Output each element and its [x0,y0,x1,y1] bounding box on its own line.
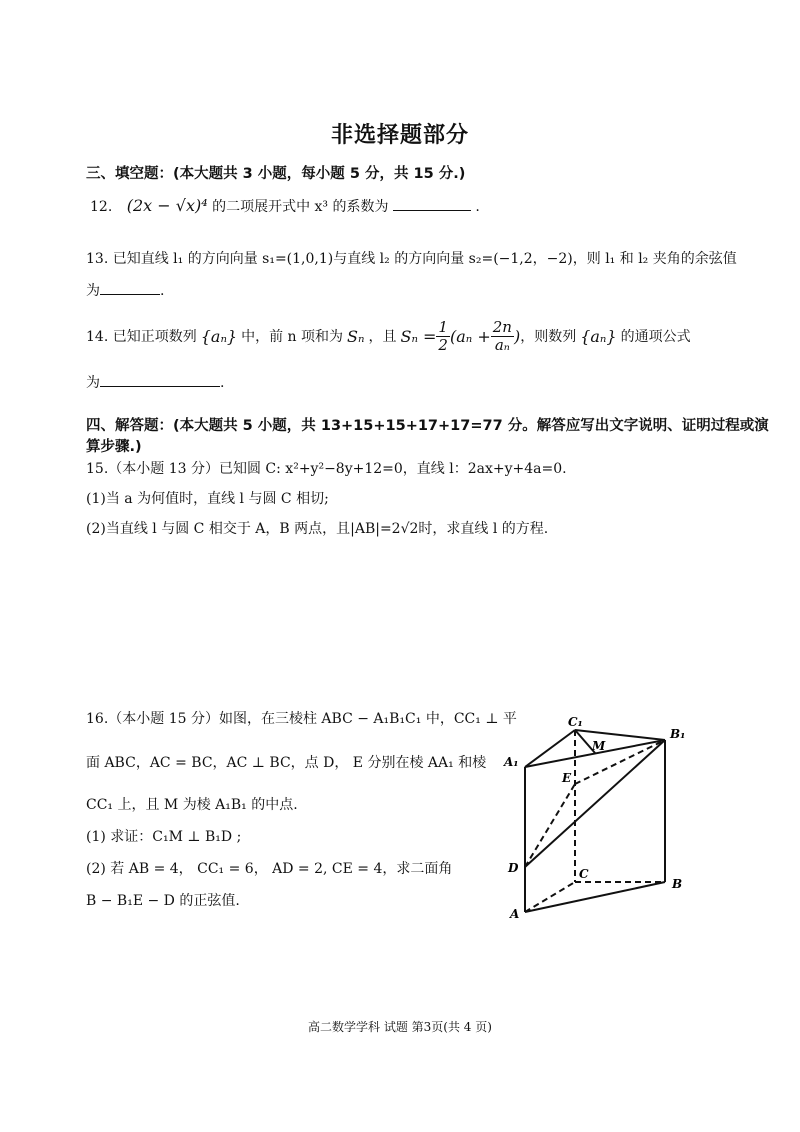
label-a1: A₁ [504,755,519,769]
segment-d-e-hidden [525,784,575,867]
section4-heading-line1: 四、解答题：(本大题共 5 小题，共 13+15+15+17+17=77 分。解答应写出文字说明、证明过程或演 [86,418,769,434]
q14-fraction-2n [491,317,514,354]
label-d: D [508,861,519,875]
prism-figure [500,712,700,922]
q14-text-a: 14. 已知正项数列 [86,329,197,345]
q12-answer-blank[interactable] [393,198,471,211]
q12-number: 12. [90,199,113,215]
label-b1: B₁ [670,727,686,741]
q14-frac1-num: 1 [438,317,448,336]
q14-answer-blank[interactable] [100,374,220,387]
q12-end: . [475,199,480,215]
q14-formula-mid: (aₙ + [449,326,491,346]
label-a: A [510,907,520,921]
q14-line2 [86,372,224,392]
q13-line2 [86,280,164,300]
q14-text-e: 的通项公式 [620,329,691,345]
edge-a-b [525,882,665,912]
page-title: 非选择题部分 [330,123,469,148]
label-e: E [562,771,572,785]
q16-line3: CC₁ 上，且 M 为棱 A₁B₁ 的中点. [86,797,298,813]
q14-sequence-2: {aₙ} [580,326,617,346]
segment-b1-d [525,740,665,867]
q14-text-b: 中，前 n 项和为 [241,329,344,345]
edge-c1-b1 [575,730,665,740]
q13-line1: 13. 已知直线 l₁ 的方向向量 s₁=(1,0,1)与直线 l₂ 的方向向量 s₂=(−1,2，−2)，则 l₁ 和 l₂ 夹角的余弦值 [86,251,737,267]
label-m: M [592,739,606,753]
q14-end: . [220,375,225,391]
question-12 [90,196,480,216]
q13-answer-blank[interactable] [100,282,160,295]
q15-part2: (2)当直线 l 与圆 C 相交于 A，B 两点，且|AB|=2√2时，求直线 l 的方程. [86,521,549,537]
q14-fraction-half [436,317,450,354]
q14-sn: Sₙ [347,326,365,346]
q14-frac1-den: 2 [438,335,448,354]
q12-expression: (2x − √x)⁴ [126,196,208,215]
q14-text-c: ，且 [368,329,397,345]
q14-formula-end: ) [513,326,521,346]
q15-intro: 15.（本小题 13 分）已知圆 C: x²+y²−8y+12=0，直线 l：2ax+y+4a=0. [86,461,567,477]
label-c: C [579,867,589,881]
q14-sequence: {aₙ} [200,326,238,346]
q14-frac2-den: aₙ [494,335,510,354]
q13-prefix: 为 [86,283,100,299]
label-c1: C₁ [568,715,583,729]
page-footer: 高二数学学科 试题 第3页(共 4 页) [308,1020,492,1034]
q14-line1 [86,318,691,354]
q14-frac2-num: 2n [492,317,512,336]
q12-text: 的二项展开式中 x³ 的系数为 [212,199,389,215]
label-b: B [672,877,683,891]
q16-part2b: B − B₁E − D 的正弦值. [86,893,240,909]
q13-end: . [160,283,165,299]
q15-part1: (1)当 a 为何值时，直线 l 与圆 C 相切; [86,491,329,507]
section3-heading: 三、填空题：(本大题共 3 小题，每小题 5 分，共 15 分.) [86,166,466,182]
q16-line1: 16.（本小题 15 分）如图，在三棱柱 ABC − A₁B₁C₁ 中，CC₁ ⊥ 平 [86,711,517,727]
q16-part2: (2) 若 AB = 4， CC₁ = 6， AD = 2, CE = 4，求二面角 [86,861,453,877]
q16-part1: (1) 求证：C₁M ⊥ B₁D ; [86,829,242,845]
q14-prefix: 为 [86,375,100,391]
q14-text-d: ，则数列 [520,329,577,345]
q16-line2: 面 ABC，AC = BC，AC ⊥ BC，点 D， E 分别在棱 AA₁ 和棱 [86,755,487,771]
section4-heading-line2: 算步骤.) [86,439,142,455]
q14-formula-lhs: Sₙ = [400,326,437,346]
